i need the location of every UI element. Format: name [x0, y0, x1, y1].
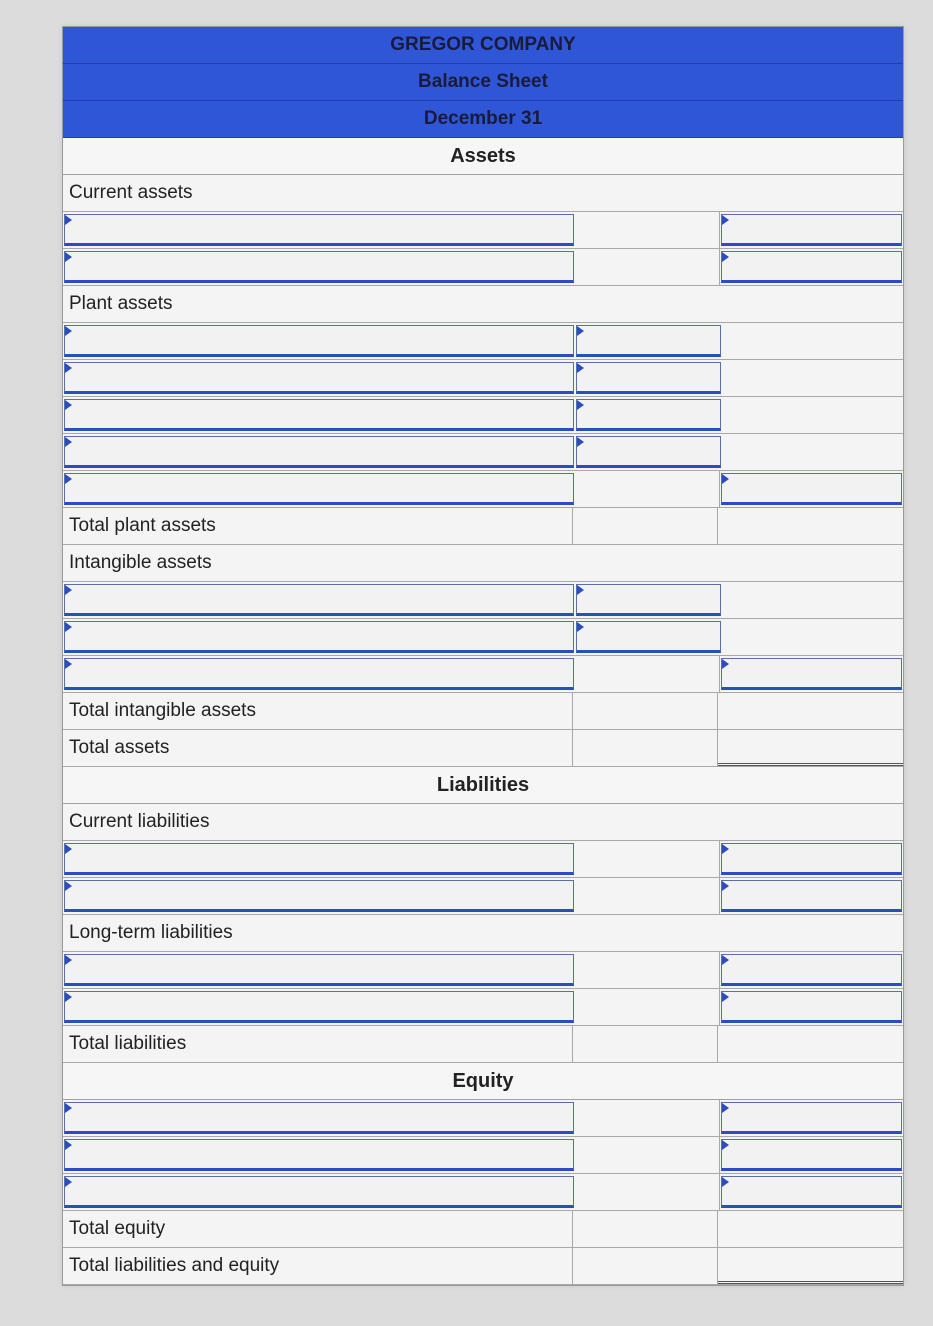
- total-liabilities-and-equity-row: [63, 1248, 903, 1285]
- current-liability-1-amount-input[interactable]: [721, 843, 902, 875]
- statement-title-header: Balance Sheet: [63, 64, 903, 101]
- intangible-asset-1-account-input[interactable]: [64, 584, 574, 616]
- current-asset-1-amount-input[interactable]: [721, 214, 902, 246]
- plant-asset-1-amount-input[interactable]: [576, 325, 721, 357]
- intangible-assets-label-row: [63, 545, 903, 582]
- plant-assets-row-1: [63, 323, 903, 360]
- intangible-asset-3-col2: [575, 656, 720, 692]
- plant-asset-3-account-input[interactable]: [64, 399, 574, 431]
- plant-asset-2-col3: [722, 360, 903, 396]
- total-assets-amount-cell: [718, 730, 903, 766]
- equity-row-1: [63, 1100, 903, 1137]
- plant-asset-1-col3: [722, 323, 903, 359]
- current-liability-1-col2: [575, 841, 720, 877]
- plant-asset-2-amount-input[interactable]: [576, 362, 721, 394]
- total-liabilities-col2: [573, 1026, 718, 1062]
- current-assets-row-1: [63, 212, 903, 249]
- plant-asset-5-col2: [575, 471, 720, 507]
- plant-asset-1-account-input[interactable]: [64, 325, 574, 357]
- total-liabilities-and-equity-col2: [573, 1248, 718, 1284]
- long-term-liability-1-amount-input[interactable]: [721, 954, 902, 986]
- plant-assets-label: Plant assets: [69, 293, 173, 314]
- equity-1-amount-input[interactable]: [721, 1102, 902, 1134]
- long-term-liability-1-col2: [575, 952, 720, 988]
- current-asset-1-account-input[interactable]: [64, 214, 574, 246]
- intangible-assets-row-2: [63, 619, 903, 656]
- equity-1-account-input[interactable]: [64, 1102, 574, 1134]
- total-liabilities-col3: [718, 1026, 903, 1062]
- current-assets-label-row: [63, 175, 903, 212]
- total-intangible-assets-col2: [573, 693, 718, 729]
- plant-asset-3-col3: [722, 397, 903, 433]
- equity-3-account-input[interactable]: [64, 1176, 574, 1208]
- current-liabilities-row-1: [63, 841, 903, 878]
- total-equity-label: Total equity: [63, 1211, 573, 1247]
- total-assets-col2: [573, 730, 718, 766]
- intangible-asset-2-col3: [722, 619, 903, 655]
- current-liabilities-row-2: [63, 878, 903, 915]
- long-term-liability-2-col2: [575, 989, 720, 1025]
- equity-3-col2: [575, 1174, 720, 1210]
- intangible-asset-3-amount-input[interactable]: [721, 658, 902, 690]
- plant-asset-5-amount-input[interactable]: [721, 473, 902, 505]
- intangible-asset-2-amount-input[interactable]: [576, 621, 721, 653]
- long-term-liability-2-amount-input[interactable]: [721, 991, 902, 1023]
- long-term-liability-1-account-input[interactable]: [64, 954, 574, 986]
- current-liability-1-account-input[interactable]: [64, 843, 574, 875]
- plant-asset-4-account-input[interactable]: [64, 436, 574, 468]
- long-term-liabilities-label-row: [63, 915, 903, 952]
- intangible-asset-1-amount-input[interactable]: [576, 584, 721, 616]
- current-asset-2-amount-input[interactable]: [721, 251, 902, 283]
- plant-assets-label-row: [63, 286, 903, 323]
- total-plant-assets-label: Total plant assets: [63, 508, 573, 544]
- intangible-assets-row-1: [63, 582, 903, 619]
- current-liabilities-label: Current liabilities: [69, 811, 210, 832]
- current-liability-2-amount-input[interactable]: [721, 880, 902, 912]
- plant-asset-2-account-input[interactable]: [64, 362, 574, 394]
- current-asset-2-col2: [575, 249, 720, 285]
- total-intangible-assets-label: Total intangible assets: [63, 693, 573, 729]
- current-liability-2-col2: [575, 878, 720, 914]
- long-term-liabilities-row-1: [63, 952, 903, 989]
- current-assets-label: Current assets: [69, 182, 193, 203]
- intangible-asset-2-account-input[interactable]: [64, 621, 574, 653]
- total-liabilities-and-equity-amount-cell: [718, 1248, 903, 1284]
- equity-row-2: [63, 1137, 903, 1174]
- total-assets-label: Total assets: [63, 730, 573, 766]
- equity-3-amount-input[interactable]: [721, 1176, 902, 1208]
- current-liability-2-account-input[interactable]: [64, 880, 574, 912]
- equity-2-account-input[interactable]: [64, 1139, 574, 1171]
- long-term-liabilities-label: Long-term liabilities: [69, 922, 233, 943]
- equity-row-3: [63, 1174, 903, 1211]
- liabilities-section-heading: Liabilities: [63, 767, 903, 804]
- plant-assets-row-2: [63, 360, 903, 397]
- total-equity-col3: [718, 1211, 903, 1247]
- equity-2-col2: [575, 1137, 720, 1173]
- intangible-asset-1-col3: [722, 582, 903, 618]
- total-plant-assets-col3: [718, 508, 903, 544]
- intangible-assets-label: Intangible assets: [69, 552, 212, 573]
- plant-asset-4-amount-input[interactable]: [576, 436, 721, 468]
- total-equity-row: [63, 1211, 903, 1248]
- equity-section-heading: Equity: [63, 1063, 903, 1100]
- company-name-header: GREGOR COMPANY: [63, 27, 903, 64]
- current-asset-1-col2: [575, 212, 720, 248]
- total-plant-assets-row: [63, 508, 903, 545]
- total-intangible-assets-col3: [718, 693, 903, 729]
- equity-2-amount-input[interactable]: [721, 1139, 902, 1171]
- statement-date-header: December 31: [63, 101, 903, 138]
- plant-asset-5-account-input[interactable]: [64, 473, 574, 505]
- long-term-liabilities-row-2: [63, 989, 903, 1026]
- plant-assets-row-3: [63, 397, 903, 434]
- current-asset-2-account-input[interactable]: [64, 251, 574, 283]
- total-liabilities-label: Total liabilities: [63, 1026, 573, 1062]
- total-plant-assets-col2: [573, 508, 718, 544]
- current-assets-row-2: [63, 249, 903, 286]
- total-intangible-assets-row: [63, 693, 903, 730]
- equity-1-col2: [575, 1100, 720, 1136]
- plant-asset-3-amount-input[interactable]: [576, 399, 721, 431]
- balance-sheet-form: [62, 26, 904, 1286]
- plant-assets-row-5: [63, 471, 903, 508]
- assets-section-heading: Assets: [63, 138, 903, 175]
- plant-assets-row-4: [63, 434, 903, 471]
- plant-asset-4-col3: [722, 434, 903, 470]
- total-liabilities-and-equity-label: Total liabilities and equity: [63, 1248, 573, 1284]
- intangible-assets-row-3: [63, 656, 903, 693]
- current-liabilities-label-row: [63, 804, 903, 841]
- total-equity-col2: [573, 1211, 718, 1247]
- intangible-asset-3-account-input[interactable]: [64, 658, 574, 690]
- total-liabilities-row: [63, 1026, 903, 1063]
- long-term-liability-2-account-input[interactable]: [64, 991, 574, 1023]
- total-assets-row: [63, 730, 903, 767]
